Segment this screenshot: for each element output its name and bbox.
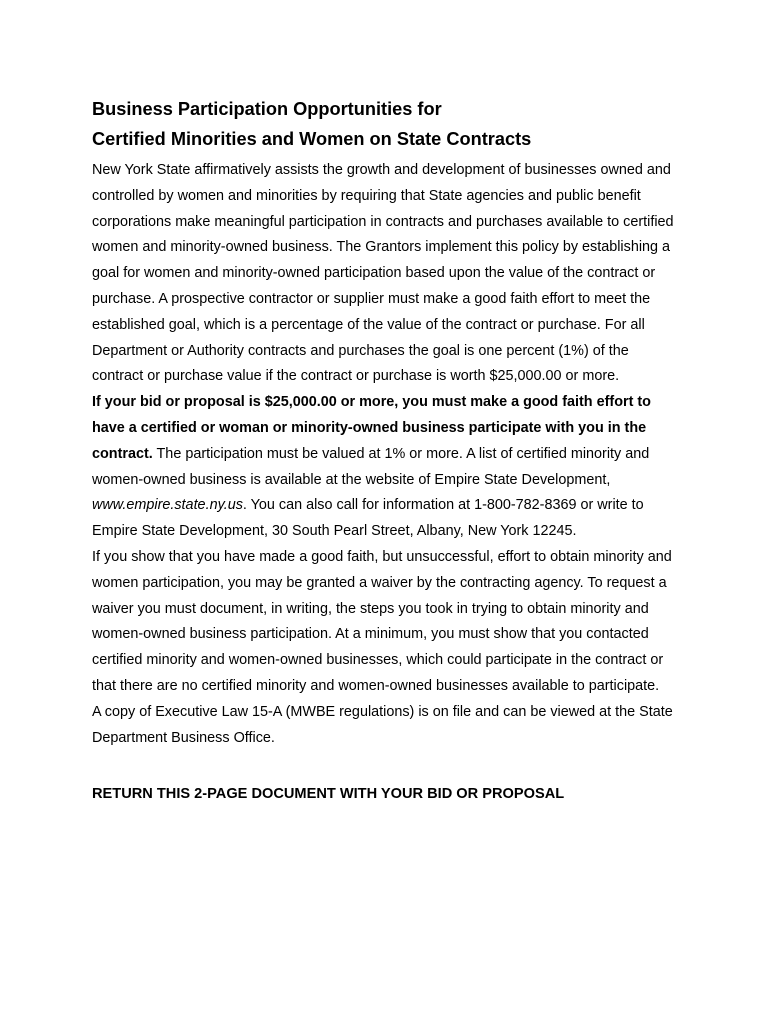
paragraph-requirement <box>92 390 682 545</box>
document-text <box>92 158 682 751</box>
title-line-1: Business Participation Opportunities for <box>92 99 442 119</box>
title-line-2: Certified Minorities and Women on State Contracts <box>92 129 532 149</box>
requirement-text: The participation must be valued at 1% or more. A list of certified minority and women-owned business is available at the website of Empire State Development, <box>92 445 650 488</box>
document-title <box>92 94 682 154</box>
contact-text: . You can also call for information at 1-800-782-8369 or write to Empire State Development, 30 South Pearl Street, Albany, New York 12245. <box>92 497 644 540</box>
website-link[interactable]: www.empire.state.ny.us <box>92 497 243 514</box>
document-body <box>92 94 682 751</box>
requirement-bold-text: If your bid or proposal is $25,000.00 or more, you must make a good faith effort to have a certified or woman or minority-owned business participate with you in the contract. <box>92 394 651 462</box>
paragraph-waiver: If you show that you have made a good faith, but unsuccessful, effort to obtain minority and women participation, you may be granted a waiver by the contracting agency. To request a waiver you must document, in writing, the steps you took in trying to obtain minority and women-owned business participation. At a minimum, you must show that you contacted certified minority and women-owned businesses, which could participate in the contract or that there are no certified minority and women-owned businesses available to participate. <box>92 548 672 694</box>
paragraph-goal: New York State affirmatively assists the growth and development of businesses owned and controlled by women and minorities by requiring that State agencies and public benefit corporations make meaningful participation in contracts and purchases available to certified women and minority-owned business. The Grantors implement this policy by establishing a goal for women and minority-owned participation based upon the value of the contract or purchase. A prospective contractor or supplier must make a good faith effort to meet the established goal, which is a percentage of the value of the contract or purchase. For all Department or Authority contracts and purchases the goal is one percent (1%) of the contract or purchase value if the contract or purchase is worth $25,000.00 or more. <box>92 162 674 385</box>
paragraph-executive-law: A copy of Executive Law 15-A (MWBE regulations) is on file and can be viewed at the State Department Business Office. <box>92 703 673 746</box>
return-notice: RETURN THIS 2-PAGE DOCUMENT WITH YOUR BID OR PROPOSAL <box>92 786 565 802</box>
